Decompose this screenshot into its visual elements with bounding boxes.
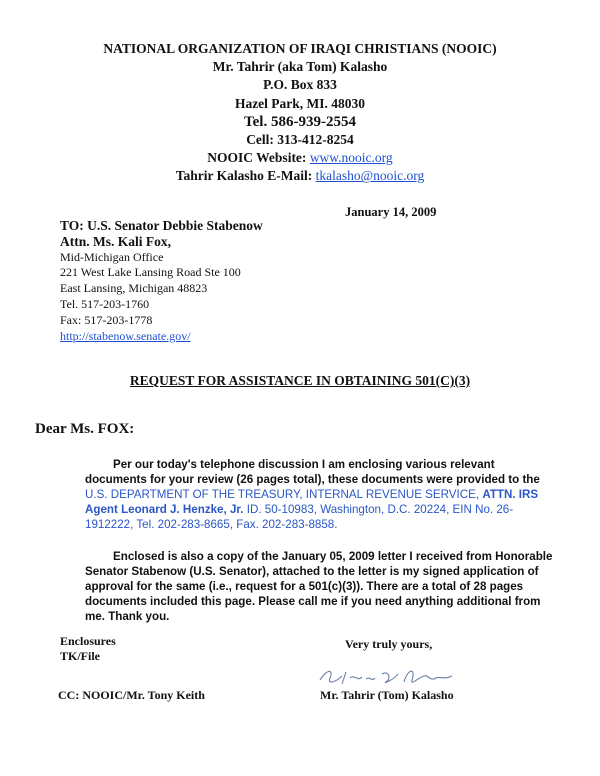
cell-line: Cell: 313-412-8254 (246, 132, 354, 148)
email-line (0, 167, 600, 185)
recipient-line: Fax: 517-203-1778 (60, 312, 153, 327)
enclosures-block (60, 634, 116, 664)
irs-contact-details: ID. 50-10983, Washington, D.C. 20224, EIN No. 26-1912222, Tel. 202-283-8665, Fax. 202-283-8858. (85, 503, 514, 531)
recipient-line: Tel. 517-203-1760 (60, 296, 150, 311)
website-link[interactable]: www.nooic.org (309, 150, 393, 166)
city-line: Hazel Park, MI. 48030 (234, 95, 366, 111)
recipient-line: East Lansing, Michigan 48823 (60, 281, 208, 296)
recipient-line: Mid-Michigan Office (60, 249, 164, 264)
closing: Very truly yours, (345, 637, 433, 651)
paragraph-1-intro: Per our today's telephone discussion I am enclosing various relevant documents for your review (26 pages total), these documents were provided to the (85, 458, 540, 486)
file-ref: TK/File (60, 649, 100, 663)
paragraph-1 (85, 457, 555, 532)
cc-line: CC: NOOIC/Mr. Tony Keith (58, 688, 205, 702)
sender-name: Mr. Tahrir (aka Tom) Kalasho (212, 59, 388, 75)
treasury-reference: U.S. DEPARTMENT OF THE TREASURY, INTERNAL REVENUE SERVICE, (85, 488, 480, 501)
letter-date: January 14, 2009 (345, 205, 437, 219)
email-link[interactable]: tkalasho@nooic.org (315, 168, 425, 184)
subject-line: REQUEST FOR ASSISTANCE IN OBTAINING 501(C)(3) (129, 373, 471, 388)
recipient-to: TO: U.S. Senator Debbie Stabenow (60, 218, 263, 233)
recipient-block (60, 218, 263, 344)
enclosures-label: Enclosures (60, 634, 116, 648)
recipient-attn: Attn. Ms. Kali Fox, (60, 233, 171, 249)
org-name: NATIONAL ORGANIZATION OF IRAQI CHRISTIANS (NOOIC) (103, 41, 497, 56)
website-line (0, 149, 600, 167)
salutation: Dear Ms. FOX: (35, 421, 135, 437)
email-label: Tahrir Kalasho E-Mail: (175, 168, 313, 184)
recipient-line: 221 West Lake Lansing Road Ste 100 (60, 265, 241, 280)
signer-name: Mr. Tahrir (Tom) Kalasho (320, 688, 454, 702)
website-label: NOOIC Website: (207, 150, 307, 166)
paragraph-2: Enclosed is also a copy of the January 05, 2009 letter I received from Honorable Senator Stabenow (U.S. Senator), attached to the letter is my signed application of approval for the same (i.e., request for a 501(c)(3)). There are a total of 28 pages documents included this page. Please call me if you need anything additional from me. Thank you. (85, 550, 553, 623)
phone-line: Tel. 586-939-2554 (244, 113, 356, 130)
irs-agent-reference: ATTN. IRS Agent Leonard J. Henzke, Jr. (85, 488, 539, 516)
letterhead (0, 40, 600, 186)
po-box: P.O. Box 833 (263, 77, 337, 93)
recipient-url-link[interactable]: http://stabenow.senate.gov/ (60, 328, 191, 343)
